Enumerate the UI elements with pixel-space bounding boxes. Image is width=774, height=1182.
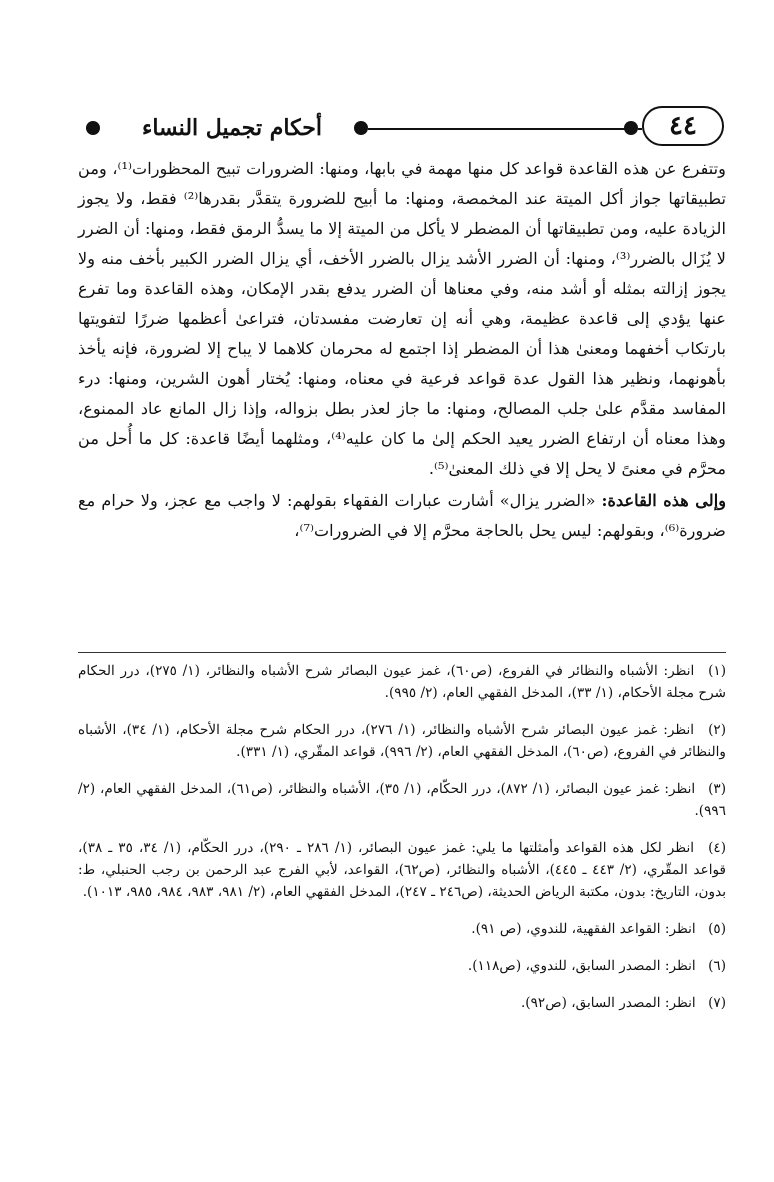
page-header [80, 104, 724, 152]
running-title: أحكام تجميل النساء [142, 115, 322, 141]
paragraph-lead: وإلى هذه القاعدة: [601, 491, 727, 510]
footnote-text: انظر: غمز عيون البصائر، (١/ ٨٧٢)، درر الحكّام، (١/ ٣٥)، الأشباه والنظائر، (ص٦١)، المدخل الفقهي العام، (٢/ ٩٩٦). [78, 781, 726, 819]
paragraph [78, 486, 726, 546]
footnote-number: (٢) [708, 722, 726, 738]
ornament-dot-middle [354, 121, 368, 135]
paragraph-text: «الضرر يزال» أشارت عبارات الفقهاء بقولهم: لا واجب مع عجز، ولا حرام مع ضرورة⁽⁶⁾، وبقولهم: ليس يحل بالحاجة محرَّم إلا في الضرورات⁽⁷⁾، [78, 491, 726, 540]
footnote-4 [78, 837, 726, 903]
main-text [78, 154, 726, 548]
footnote-separator [78, 652, 726, 653]
footnote-5 [78, 918, 726, 940]
footnote-text: انظر: المصدر السابق، (ص٩٢). [520, 995, 696, 1011]
footnote-number: (٧) [708, 995, 726, 1011]
footnote-text: انظر لكل هذه القواعد وأمثلتها ما يلي: غمز عيون البصائر، (١/ ٢٨٦ ـ ٢٩٠)، درر الحكّام، (١/ ٣٤، ٣٥ ـ ٣٨)، قواعد المقّري، (٢/ ٤٤٣ ـ ٤٤٥)، الأشباه والنظائر، (ص٦٢)، القواعد، لأبي الفرج عبد الرحمن بن رجب الحنبلي، ط: بدون، التاريخ: بدون، مكتبة الرياض الحديثة، (ص٢٤٦ ـ ٢٤٧)، المدخل الفقهي العام، (٢/ ٩٨١، ٩٨٣، ٩٨٤، ٩٨٥، ١٠١٣). [78, 840, 727, 900]
footnote-1 [78, 660, 726, 704]
footnote-text: انظر: المصدر السابق، للندوي، (ص١١٨). [467, 958, 696, 974]
footnote-text: انظر: غمز عيون البصائر شرح الأشباه والنظائر، (١/ ٢٧٦)، درر الحكام شرح مجلة الأحكام، (١/ ٣٤)، الأشباه والنظائر في الفروع، (ص٦٠)، المدخل الفقهي العام، (٢/ ٩٩٦)، قواعد المقّري، (١/ ٣٣١). [78, 722, 726, 760]
footnote-3 [78, 778, 726, 822]
footnote-2 [78, 719, 726, 763]
footnote-6 [78, 955, 726, 977]
ornament-dot-left [86, 121, 100, 135]
footnote-number: (٤) [708, 840, 727, 856]
footnote-7 [78, 992, 726, 1014]
footnote-number: (٦) [708, 958, 726, 974]
footnote-number: (٥) [708, 921, 726, 937]
footnote-text: انظر: القواعد الفقهية، للندوي، (ص ٩١). [471, 921, 696, 937]
footnote-text: انظر: الأشباه والنظائر في الفروع، (ص٦٠)، غمز عيون البصائر شرح الأشباه والنظائر، (١/ ٢٧٥)، درر الحكام شرح مجلة الأحكام، (١/ ٣٣)، المدخل الفقهي العام، (٢/ ٩٩٥). [78, 663, 726, 701]
footnote-number: (٣) [708, 781, 727, 797]
footnote-number: (١) [708, 663, 727, 679]
header-rule [368, 128, 626, 130]
page-number: ٤٤ [642, 106, 724, 146]
footnotes [78, 660, 726, 1029]
paragraph: وتتفرع عن هذه القاعدة قواعد كل منها مهمة في بابها، ومنها: الضرورات تبيح المحظورات⁽¹⁾، ومن تطبيقاتها جواز أكل الميتة عند المخمصة، ومنها: ما أبيح للضرورة يتقدَّر بقدرها⁽²⁾ فقط، ولا يجوز الزيادة عليه، ومن تطبيقاتها أن المضطر لا يأكل من الميتة إلا ما يسدُّ الرمق فقط، ومنها: أن الضرر لا يُزَال بالضرر⁽³⁾، ومنها: أن الضرر الأشد يزال بالضرر الأخف، أي يزال الضرر الكبير بأخف منه ولا يجوز إزالته بمثله أو أشد منه، وفي معناها أن الضرر يدفع بقدر الإمكان، وهذه القاعدة وما تفرع عنها يؤدي إلى قاعدة عظيمة، وهي أنه إن تعارضت مفسدتان، فتراعىٰ أعظمها ضررًا لتفويتها بارتكاب أخفهما ومعنىٰ هذا أن المضطر إذا اجتمع له محرمان كلاهما لا يباح إلا لضرورة، فإنه يأخذ بأهونهما، ونظير هذا القول عدة قواعد فرعية في معناه، ومنها: يُختار أهون الشرين، ومنها: درء المفاسد مقدَّم علىٰ جلب المصالح، ومنها: ما جاز لعذر بطل بزواله، وإذا زال المانع عاد الممنوع، وهذا معناه أن ارتفاع الضرر يعيد الحكم إلىٰ ما كان عليه⁽⁴⁾، ومثلهما أيضًا قاعدة: كل ما أُحل من محرَّم في معنىً لا يحل إلا في ذلك المعنىٰ⁽⁵⁾. [78, 159, 726, 478]
ornament-dot-right [624, 121, 638, 135]
